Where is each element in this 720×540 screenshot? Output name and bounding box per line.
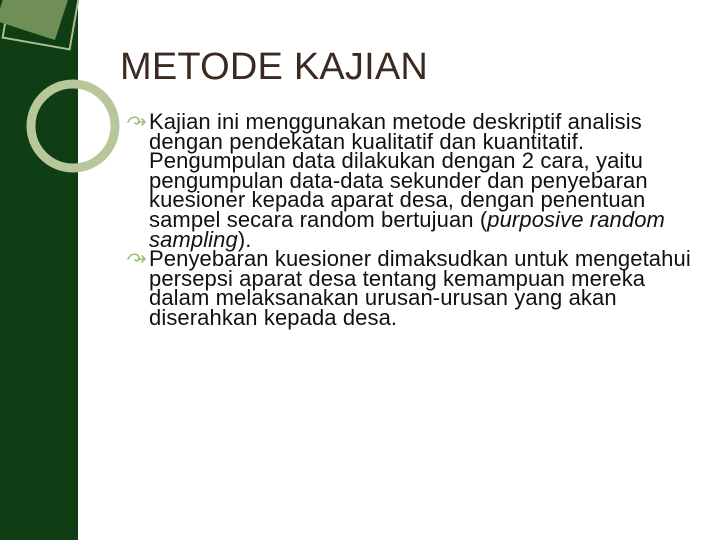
decorative-square-filled [0, 0, 74, 40]
arrow-swirl-bullet-icon [126, 252, 147, 266]
bullet-item-methods [126, 109, 698, 252]
decorative-ring [31, 84, 115, 168]
bullet-item-questionnaire [126, 246, 698, 330]
decorative-shapes [0, 0, 140, 200]
bullet-italic-text: purposive random sampling [149, 206, 665, 252]
bullet-text: Penyebaran kuesioner dimaksudkan untuk mengetahui persepsi aparat desa tentang kemampuan mereka dalam melaksanakan urusan-urusan yang akan diserahkan kepada desa. [149, 246, 691, 330]
arrow-swirl-bullet-icon [126, 115, 147, 129]
slide-title: METODE KAJIAN [120, 46, 429, 88]
bullet-text: Kajian ini menggunakan metode deskriptif analisis dengan pendekatan kualitatif dan kuantitatif. Pengumpulan data dilakukan dengan 2 cara, yaitu pengumpulan data-data sekunder dan penyebaran kuesioner kepada aparat desa, dengan penentuan sampel secara random bertujuan ( [149, 109, 648, 232]
bullet-list [126, 109, 698, 330]
bullet-text-end: ). [237, 226, 252, 252]
